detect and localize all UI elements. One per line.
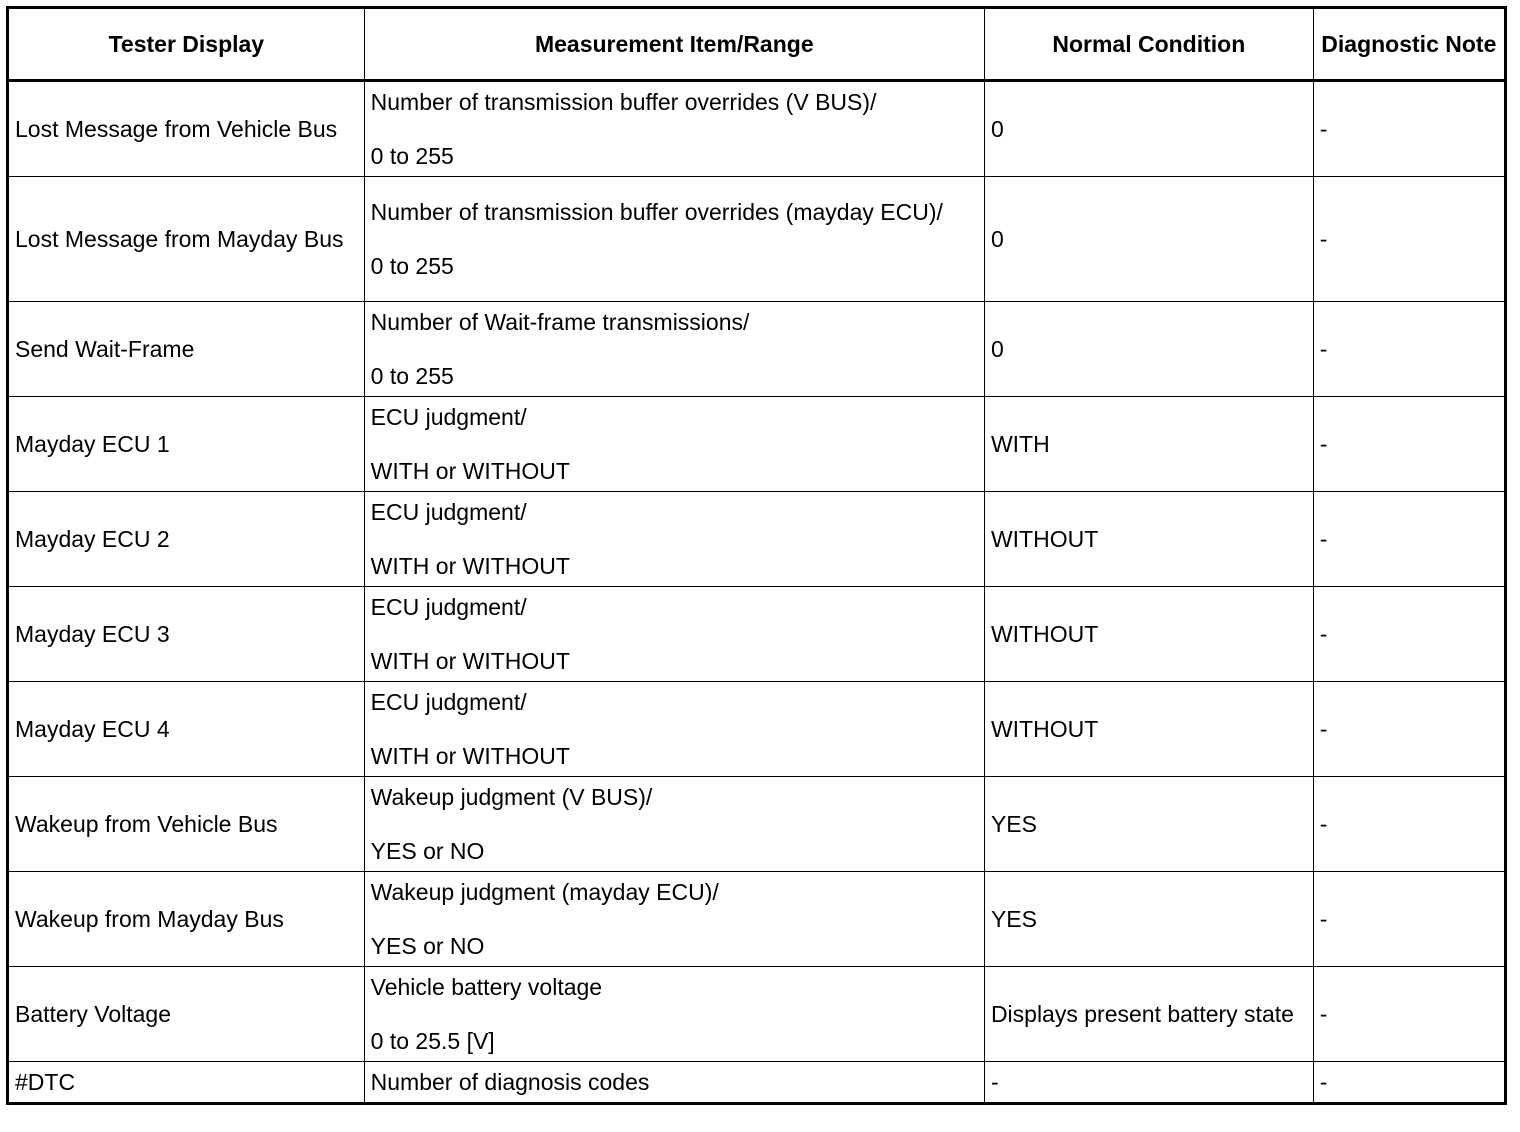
measurement-item: Number of transmission buffer overrides (mayday ECU)/ bbox=[370, 198, 943, 225]
table-row bbox=[8, 872, 1506, 967]
measurement-range: 0 to 255 bbox=[370, 362, 454, 389]
table-row bbox=[8, 397, 1506, 492]
tester-display-cell: Send Wait-Frame bbox=[8, 302, 365, 397]
measurement-item: ECU judgment/ bbox=[370, 688, 527, 715]
measurement-cell: Number of diagnosis codes bbox=[364, 1062, 984, 1104]
measurement-cell bbox=[364, 302, 984, 397]
measurement-range: WITH or WITHOUT bbox=[370, 552, 570, 579]
normal-condition-cell: 0 bbox=[984, 302, 1313, 397]
table-row bbox=[8, 1062, 1506, 1104]
measurement-item: Vehicle battery voltage bbox=[370, 973, 603, 1000]
tester-display-cell: Lost Message from Vehicle Bus bbox=[8, 81, 365, 177]
diagnostic-note-cell: - bbox=[1313, 777, 1505, 872]
tester-display-cell: Wakeup from Vehicle Bus bbox=[8, 777, 365, 872]
normal-condition-cell: 0 bbox=[984, 81, 1313, 177]
measurement-item: Wakeup judgment (V BUS)/ bbox=[370, 783, 653, 810]
measurement-cell bbox=[364, 682, 984, 777]
measurement-range: WITH or WITHOUT bbox=[370, 647, 570, 674]
table-row bbox=[8, 492, 1506, 587]
normal-condition-cell: Displays present battery state bbox=[984, 967, 1313, 1062]
measurement-cell bbox=[364, 177, 984, 302]
diagnostic-note-cell: - bbox=[1313, 397, 1505, 492]
measurement-cell bbox=[364, 967, 984, 1062]
table-row bbox=[8, 587, 1506, 682]
normal-condition-cell: WITH bbox=[984, 397, 1313, 492]
measurement-cell bbox=[364, 777, 984, 872]
diagnostic-note-cell: - bbox=[1313, 492, 1505, 587]
measurement-range: 0 to 255 bbox=[370, 142, 454, 169]
table-row bbox=[8, 777, 1506, 872]
diagnostic-note-cell: - bbox=[1313, 587, 1505, 682]
measurement-item: Number of transmission buffer overrides (V BUS)/ bbox=[370, 88, 877, 115]
measurement-cell bbox=[364, 81, 984, 177]
diagnostic-note-cell: - bbox=[1313, 302, 1505, 397]
header-normal-condition: Normal Condition bbox=[984, 8, 1313, 81]
header-measurement-item-range: Measurement Item/Range bbox=[364, 8, 984, 81]
table-row bbox=[8, 177, 1506, 302]
tester-display-cell: Mayday ECU 3 bbox=[8, 587, 365, 682]
measurement-cell bbox=[364, 587, 984, 682]
diagnostic-note-cell: - bbox=[1313, 967, 1505, 1062]
measurement-item: ECU judgment/ bbox=[370, 593, 527, 620]
measurement-range: YES or NO bbox=[370, 932, 485, 959]
normal-condition-cell: YES bbox=[984, 777, 1313, 872]
measurement-item: Number of Wait-frame transmissions/ bbox=[370, 308, 750, 335]
measurement-range: YES or NO bbox=[370, 837, 485, 864]
measurement-range: 0 to 255 bbox=[370, 252, 454, 279]
normal-condition-cell: WITHOUT bbox=[984, 682, 1313, 777]
diagnostic-note-cell: - bbox=[1313, 1062, 1505, 1104]
measurement-cell bbox=[364, 492, 984, 587]
measurement-cell bbox=[364, 872, 984, 967]
table-row bbox=[8, 967, 1506, 1062]
measurement-item: Wakeup judgment (mayday ECU)/ bbox=[370, 878, 719, 905]
diagnostic-note-cell: - bbox=[1313, 682, 1505, 777]
header-diagnostic-note: Diagnostic Note bbox=[1313, 8, 1505, 81]
normal-condition-cell: YES bbox=[984, 872, 1313, 967]
diagnostic-note-cell: - bbox=[1313, 177, 1505, 302]
measurement-range: 0 to 25.5 [V] bbox=[370, 1027, 495, 1054]
diagnostic-note-cell: - bbox=[1313, 872, 1505, 967]
tester-display-cell: Lost Message from Mayday Bus bbox=[8, 177, 365, 302]
normal-condition-cell: WITHOUT bbox=[984, 587, 1313, 682]
header-tester-display: Tester Display bbox=[8, 8, 365, 81]
header-row bbox=[8, 8, 1506, 81]
normal-condition-cell: - bbox=[984, 1062, 1313, 1104]
measurement-range: WITH or WITHOUT bbox=[370, 457, 570, 484]
normal-condition-cell: WITHOUT bbox=[984, 492, 1313, 587]
data-list-table bbox=[6, 6, 1507, 1105]
normal-condition-cell: 0 bbox=[984, 177, 1313, 302]
tester-display-cell: #DTC bbox=[8, 1062, 365, 1104]
measurement-cell bbox=[364, 397, 984, 492]
measurement-range: WITH or WITHOUT bbox=[370, 742, 570, 769]
tester-display-cell: Battery Voltage bbox=[8, 967, 365, 1062]
tester-display-cell: Mayday ECU 2 bbox=[8, 492, 365, 587]
tester-display-cell: Wakeup from Mayday Bus bbox=[8, 872, 365, 967]
measurement-item: ECU judgment/ bbox=[370, 403, 527, 430]
table-row bbox=[8, 81, 1506, 177]
tester-display-cell: Mayday ECU 4 bbox=[8, 682, 365, 777]
tester-display-cell: Mayday ECU 1 bbox=[8, 397, 365, 492]
table-row bbox=[8, 302, 1506, 397]
measurement-item: ECU judgment/ bbox=[370, 498, 527, 525]
diagnostic-note-cell: - bbox=[1313, 81, 1505, 177]
table-row bbox=[8, 682, 1506, 777]
